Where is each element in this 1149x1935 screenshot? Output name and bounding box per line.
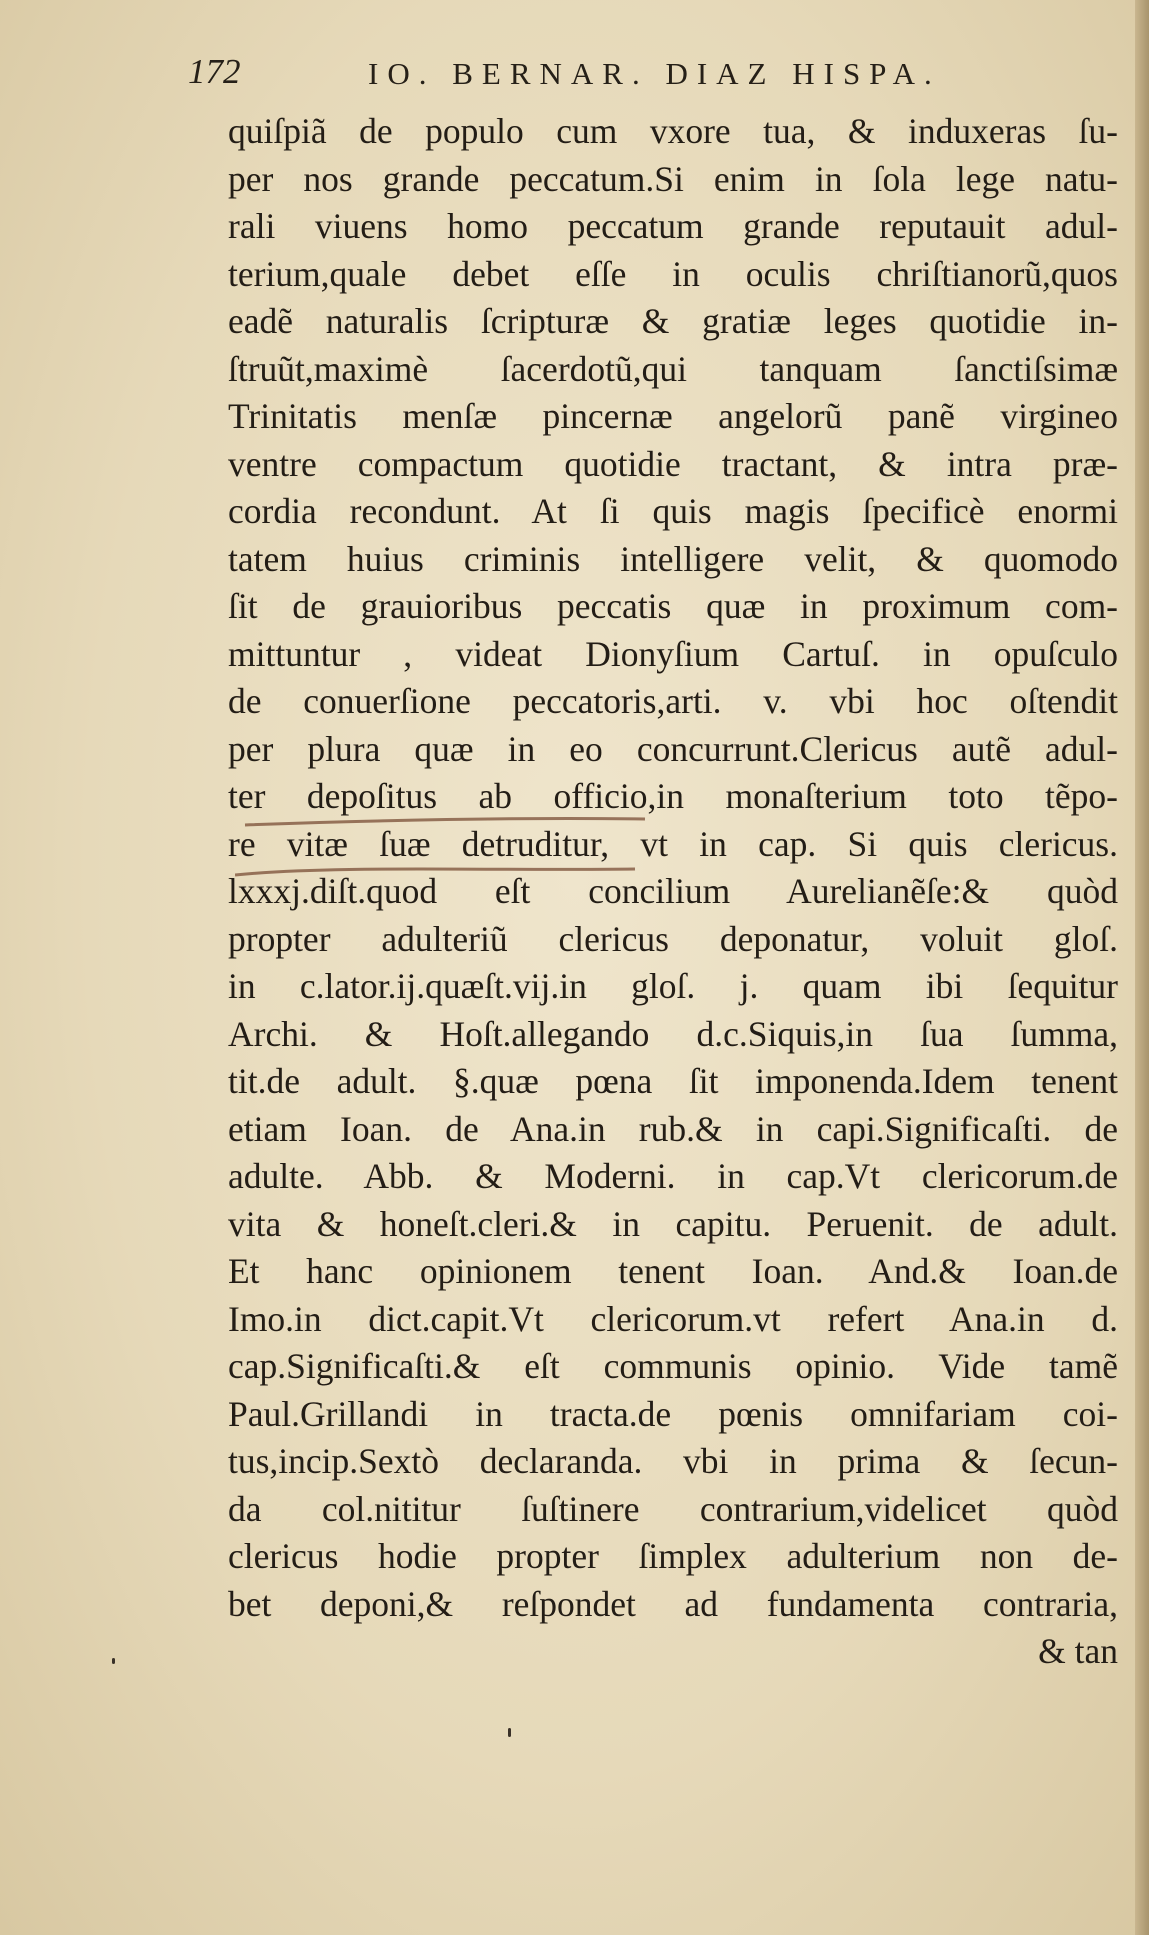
text-line: mittuntur , videat Dionyſium Cartuſ. in opuſculo <box>228 633 1118 674</box>
text-line: Trinitatis menſæ pincernæ angelorũ panẽ virgineo <box>228 396 1118 436</box>
text-line: quiſpiã de populo cum vxore tua, & induxeras ſu- <box>228 111 1118 151</box>
text-line: ſtruũt,maximè ſacerdotũ,qui tanquam ſanctiſsimæ <box>228 348 1118 389</box>
text-line: bet deponi,& reſpondet ad fundamenta contraria, <box>228 1583 1118 1624</box>
text-line: da col.nititur ſuſtinere contrarium,videlicet quòd <box>228 1488 1118 1529</box>
page-number: 172 <box>188 52 241 91</box>
catchword: & tan <box>1038 1631 1118 1671</box>
text-line: in c.lator.ij.quæſt.vij.in gloſ. j. quam ibi ſequitur <box>228 966 1118 1006</box>
text-line: adulte. Abb. & Moderni. in cap.Vt clericorum.de <box>228 1156 1118 1196</box>
text-line: clericus hodie propter ſimplex adulterium non de- <box>228 1536 1118 1576</box>
text-line: tit.de adult. §.quæ pœna ſit imponenda.Idem tenent <box>228 1061 1118 1101</box>
text-line: ter depoſitus ab officio,in monaſterium toto tẽpo- <box>228 776 1118 816</box>
running-title: IO. BERNAR. DIAZ HISPA. <box>368 56 941 91</box>
text-line: rali viuens homo peccatum grande reputauit adul- <box>228 206 1118 246</box>
ink-speck <box>112 1658 115 1664</box>
text-line: Paul.Grillandi in tracta.de pœnis omnifariam coi- <box>228 1393 1118 1434</box>
text-line: vita & honeſt.cleri.& in capitu. Peruenit. de adult. <box>228 1203 1118 1244</box>
text-line: lxxxj.diſt.quod eſt concilium Aurelianẽſe:& quòd <box>228 871 1118 911</box>
text-line: etiam Ioan. de Ana.in rub.& in capi.Significaſti. de <box>228 1108 1118 1149</box>
text-line: propter adulteriũ clericus deponatur, voluit gloſ. <box>228 918 1118 959</box>
text-line: Et hanc opinionem tenent Ioan. And.& Ioan.de <box>228 1251 1118 1291</box>
text-line: cap.Significaſti.& eſt communis opinio. Vide tamẽ <box>228 1346 1118 1386</box>
text-block <box>228 108 1118 1676</box>
ink-speck <box>508 1728 511 1737</box>
text-line: cordia recondunt. At ſi quis magis ſpecificè enormi <box>228 491 1118 531</box>
text-line: per nos grande peccatum.Si enim in ſola lege natu- <box>228 158 1118 199</box>
text-line: eadẽ naturalis ſcripturæ & gratiæ leges quotidie in- <box>228 301 1118 341</box>
text-line: per plura quæ in eo concurrunt.Clericus autẽ adul- <box>228 728 1118 769</box>
text-line: ſit de grauioribus peccatis quæ in proximum com- <box>228 586 1118 626</box>
running-head <box>188 52 988 102</box>
text-line: terium,quale debet eſſe in oculis chriſtianorũ,quos <box>228 253 1118 294</box>
text-line: Imo.in dict.capit.Vt clericorum.vt refert Ana.in d. <box>228 1298 1118 1339</box>
text-line: de conuerſione peccatoris,arti. v. vbi hoc oſtendit <box>228 681 1118 721</box>
text-line: ventre compactum quotidie tractant, & intra præ- <box>228 443 1118 484</box>
text-line: tus,incip.Sextò declaranda. vbi in prima & ſecun- <box>228 1441 1118 1481</box>
text-line: re vitæ ſuæ detruditur, vt in cap. Si quis clericus. <box>228 823 1118 864</box>
text-line: Archi. & Hoſt.allegando d.c.Siquis,in ſua ſumma, <box>228 1013 1118 1054</box>
page-edge <box>1135 0 1149 1935</box>
text-line: tatem huius criminis intelligere velit, & quomodo <box>228 538 1118 579</box>
